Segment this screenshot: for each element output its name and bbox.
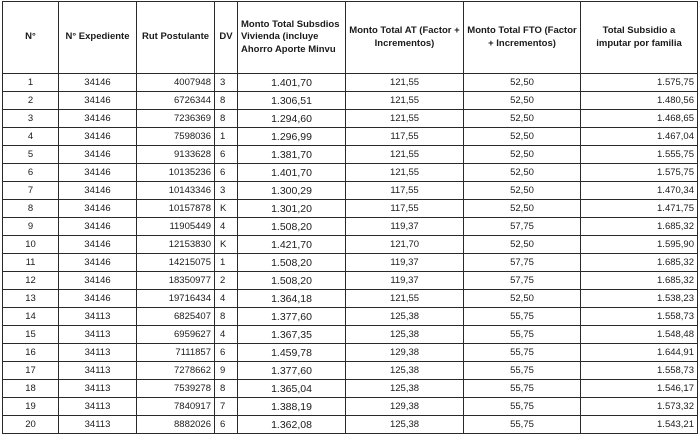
cell-number: 6 <box>3 164 59 182</box>
table-row <box>3 92 698 110</box>
cell-number: 19 <box>3 398 59 416</box>
cell-rut: 6959627 <box>137 326 215 344</box>
header-monto-fto: Monto Total FTO (Factor + Incrementos) <box>464 2 581 74</box>
cell-number: 10 <box>3 236 59 254</box>
cell-total-subsidio: 1.546,17 <box>581 380 698 398</box>
cell-dv: 3 <box>215 182 238 200</box>
cell-total-subsidio: 1.558,73 <box>581 308 698 326</box>
cell-dv: 7 <box>215 398 238 416</box>
cell-number: 7 <box>3 182 59 200</box>
table-row <box>3 200 698 218</box>
table-row <box>3 146 698 164</box>
cell-expediente: 34146 <box>59 164 137 182</box>
cell-monto-at: 121,55 <box>346 110 464 128</box>
cell-expediente: 34146 <box>59 236 137 254</box>
table-row <box>3 236 698 254</box>
cell-number: 14 <box>3 308 59 326</box>
table-row <box>3 290 698 308</box>
cell-expediente: 34146 <box>59 146 137 164</box>
cell-expediente: 34146 <box>59 182 137 200</box>
cell-rut: 14215075 <box>137 254 215 272</box>
cell-expediente: 34113 <box>59 308 137 326</box>
cell-number: 2 <box>3 92 59 110</box>
cell-dv: 8 <box>215 92 238 110</box>
cell-total-subsidio: 1.575,75 <box>581 74 698 92</box>
cell-dv: 1 <box>215 128 238 146</box>
cell-number: 13 <box>3 290 59 308</box>
cell-total-subsidio: 1.538,23 <box>581 290 698 308</box>
cell-expediente: 34146 <box>59 92 137 110</box>
cell-subsidio-vivienda: 1.401,70 <box>238 164 346 182</box>
cell-monto-at: 129,38 <box>346 344 464 362</box>
cell-expediente: 34146 <box>59 254 137 272</box>
cell-monto-at: 121,55 <box>346 146 464 164</box>
cell-rut: 11905449 <box>137 218 215 236</box>
cell-monto-fto: 52,50 <box>464 290 581 308</box>
cell-total-subsidio: 1.470,34 <box>581 182 698 200</box>
cell-dv: 1 <box>215 254 238 272</box>
cell-monto-at: 119,37 <box>346 218 464 236</box>
cell-dv: 2 <box>215 272 238 290</box>
cell-subsidio-vivienda: 1.301,20 <box>238 200 346 218</box>
cell-monto-fto: 57,75 <box>464 218 581 236</box>
cell-monto-at: 121,55 <box>346 164 464 182</box>
cell-dv: 9 <box>215 362 238 380</box>
cell-monto-at: 119,37 <box>346 254 464 272</box>
cell-expediente: 34146 <box>59 110 137 128</box>
cell-dv: 8 <box>215 380 238 398</box>
subsidy-table <box>2 1 698 434</box>
cell-subsidio-vivienda: 1.508,20 <box>238 272 346 290</box>
header-dv: DV <box>215 2 238 74</box>
cell-monto-fto: 52,50 <box>464 200 581 218</box>
cell-dv: 6 <box>215 164 238 182</box>
cell-subsidio-vivienda: 1.306,51 <box>238 92 346 110</box>
cell-monto-fto: 57,75 <box>464 254 581 272</box>
cell-monto-fto: 55,75 <box>464 380 581 398</box>
cell-subsidio-vivienda: 1.296,99 <box>238 128 346 146</box>
cell-monto-at: 125,38 <box>346 380 464 398</box>
cell-monto-at: 121,55 <box>346 74 464 92</box>
cell-monto-at: 125,38 <box>346 308 464 326</box>
cell-dv: 6 <box>215 416 238 434</box>
cell-monto-fto: 55,75 <box>464 398 581 416</box>
cell-rut: 7598036 <box>137 128 215 146</box>
cell-monto-fto: 52,50 <box>464 164 581 182</box>
cell-total-subsidio: 1.471,75 <box>581 200 698 218</box>
header-total-subsidio: Total Subsidio a imputar por familia <box>581 2 698 74</box>
table-row <box>3 416 698 434</box>
cell-number: 5 <box>3 146 59 164</box>
table-row <box>3 326 698 344</box>
header-subsidio-vivienda: Monto Total Subsdios Vivienda (incluye Ahorro Aporte Minvu <box>238 2 346 74</box>
cell-total-subsidio: 1.548,48 <box>581 326 698 344</box>
cell-monto-fto: 52,50 <box>464 74 581 92</box>
cell-expediente: 34113 <box>59 344 137 362</box>
cell-total-subsidio: 1.558,73 <box>581 362 698 380</box>
cell-rut: 6825407 <box>137 308 215 326</box>
cell-dv: 3 <box>215 74 238 92</box>
cell-expediente: 34113 <box>59 326 137 344</box>
cell-number: 11 <box>3 254 59 272</box>
cell-monto-fto: 55,75 <box>464 416 581 434</box>
cell-subsidio-vivienda: 1.388,19 <box>238 398 346 416</box>
cell-monto-fto: 52,50 <box>464 110 581 128</box>
cell-monto-at: 119,37 <box>346 272 464 290</box>
cell-total-subsidio: 1.644,91 <box>581 344 698 362</box>
cell-monto-fto: 57,75 <box>464 272 581 290</box>
cell-monto-fto: 55,75 <box>464 344 581 362</box>
cell-expediente: 34146 <box>59 74 137 92</box>
cell-subsidio-vivienda: 1.294,60 <box>238 110 346 128</box>
cell-total-subsidio: 1.543,21 <box>581 416 698 434</box>
cell-monto-at: 117,55 <box>346 182 464 200</box>
table-row <box>3 218 698 236</box>
cell-rut: 10135236 <box>137 164 215 182</box>
cell-number: 1 <box>3 74 59 92</box>
cell-monto-at: 117,55 <box>346 200 464 218</box>
cell-rut: 7111857 <box>137 344 215 362</box>
cell-number: 16 <box>3 344 59 362</box>
cell-number: 3 <box>3 110 59 128</box>
cell-dv: 6 <box>215 146 238 164</box>
cell-expediente: 34113 <box>59 398 137 416</box>
cell-expediente: 34146 <box>59 128 137 146</box>
cell-rut: 4007948 <box>137 74 215 92</box>
cell-monto-at: 117,55 <box>346 128 464 146</box>
cell-expediente: 34113 <box>59 416 137 434</box>
cell-subsidio-vivienda: 1.377,60 <box>238 308 346 326</box>
table-row <box>3 74 698 92</box>
cell-expediente: 34146 <box>59 290 137 308</box>
table-row <box>3 110 698 128</box>
cell-subsidio-vivienda: 1.401,70 <box>238 74 346 92</box>
cell-number: 15 <box>3 326 59 344</box>
cell-expediente: 34113 <box>59 380 137 398</box>
table-header <box>3 2 698 74</box>
cell-rut: 7236369 <box>137 110 215 128</box>
cell-number: 20 <box>3 416 59 434</box>
cell-rut: 7278662 <box>137 362 215 380</box>
cell-monto-at: 125,38 <box>346 416 464 434</box>
cell-monto-fto: 52,50 <box>464 128 581 146</box>
cell-expediente: 34146 <box>59 218 137 236</box>
table-row <box>3 344 698 362</box>
cell-total-subsidio: 1.685,32 <box>581 272 698 290</box>
table-row <box>3 182 698 200</box>
cell-monto-at: 129,38 <box>346 398 464 416</box>
cell-dv: 4 <box>215 218 238 236</box>
cell-dv: K <box>215 200 238 218</box>
cell-number: 12 <box>3 272 59 290</box>
cell-subsidio-vivienda: 1.367,35 <box>238 326 346 344</box>
cell-total-subsidio: 1.685,32 <box>581 254 698 272</box>
table-body <box>3 74 698 434</box>
cell-total-subsidio: 1.573,32 <box>581 398 698 416</box>
cell-monto-at: 125,38 <box>346 362 464 380</box>
cell-dv: 4 <box>215 326 238 344</box>
table-row <box>3 398 698 416</box>
header-rut: Rut Postulante <box>137 2 215 74</box>
cell-expediente: 34146 <box>59 200 137 218</box>
table-row <box>3 128 698 146</box>
cell-rut: 10143346 <box>137 182 215 200</box>
cell-monto-fto: 52,50 <box>464 146 581 164</box>
cell-total-subsidio: 1.685,32 <box>581 218 698 236</box>
table-row <box>3 254 698 272</box>
header-number: N° <box>3 2 59 74</box>
cell-number: 9 <box>3 218 59 236</box>
cell-expediente: 34146 <box>59 272 137 290</box>
cell-rut: 18350977 <box>137 272 215 290</box>
cell-subsidio-vivienda: 1.459,78 <box>238 344 346 362</box>
cell-subsidio-vivienda: 1.365,04 <box>238 380 346 398</box>
cell-rut: 8882026 <box>137 416 215 434</box>
header-row <box>3 2 698 74</box>
cell-rut: 7840917 <box>137 398 215 416</box>
header-monto-at: Monto Total AT (Factor + Incrementos) <box>346 2 464 74</box>
table-row <box>3 164 698 182</box>
cell-subsidio-vivienda: 1.508,20 <box>238 254 346 272</box>
cell-monto-fto: 55,75 <box>464 308 581 326</box>
cell-subsidio-vivienda: 1.362,08 <box>238 416 346 434</box>
cell-total-subsidio: 1.467,04 <box>581 128 698 146</box>
cell-dv: 6 <box>215 344 238 362</box>
cell-number: 17 <box>3 362 59 380</box>
cell-total-subsidio: 1.595,90 <box>581 236 698 254</box>
cell-subsidio-vivienda: 1.421,70 <box>238 236 346 254</box>
cell-number: 18 <box>3 380 59 398</box>
table-row <box>3 272 698 290</box>
cell-number: 8 <box>3 200 59 218</box>
cell-subsidio-vivienda: 1.377,60 <box>238 362 346 380</box>
cell-rut: 6726344 <box>137 92 215 110</box>
cell-subsidio-vivienda: 1.508,20 <box>238 218 346 236</box>
cell-monto-at: 121,55 <box>346 92 464 110</box>
cell-total-subsidio: 1.468,65 <box>581 110 698 128</box>
cell-subsidio-vivienda: 1.364,18 <box>238 290 346 308</box>
table-row <box>3 362 698 380</box>
table-row <box>3 308 698 326</box>
cell-total-subsidio: 1.480,56 <box>581 92 698 110</box>
cell-total-subsidio: 1.555,75 <box>581 146 698 164</box>
cell-rut: 19716434 <box>137 290 215 308</box>
cell-subsidio-vivienda: 1.381,70 <box>238 146 346 164</box>
cell-monto-fto: 52,50 <box>464 236 581 254</box>
cell-monto-at: 125,38 <box>346 326 464 344</box>
cell-subsidio-vivienda: 1.300,29 <box>238 182 346 200</box>
cell-rut: 12153830 <box>137 236 215 254</box>
header-expediente: N° Expediente <box>59 2 137 74</box>
subsidy-table-sheet <box>2 1 698 434</box>
cell-rut: 9133628 <box>137 146 215 164</box>
cell-rut: 10157878 <box>137 200 215 218</box>
cell-monto-fto: 52,50 <box>464 92 581 110</box>
cell-monto-at: 121,55 <box>346 290 464 308</box>
cell-monto-fto: 52,50 <box>464 182 581 200</box>
cell-dv: 4 <box>215 290 238 308</box>
cell-dv: K <box>215 236 238 254</box>
cell-expediente: 34113 <box>59 362 137 380</box>
cell-dv: 8 <box>215 308 238 326</box>
cell-total-subsidio: 1.575,75 <box>581 164 698 182</box>
cell-number: 4 <box>3 128 59 146</box>
cell-rut: 7539278 <box>137 380 215 398</box>
cell-monto-fto: 55,75 <box>464 326 581 344</box>
cell-monto-fto: 55,75 <box>464 362 581 380</box>
cell-monto-at: 121,70 <box>346 236 464 254</box>
cell-dv: 8 <box>215 110 238 128</box>
table-row <box>3 380 698 398</box>
